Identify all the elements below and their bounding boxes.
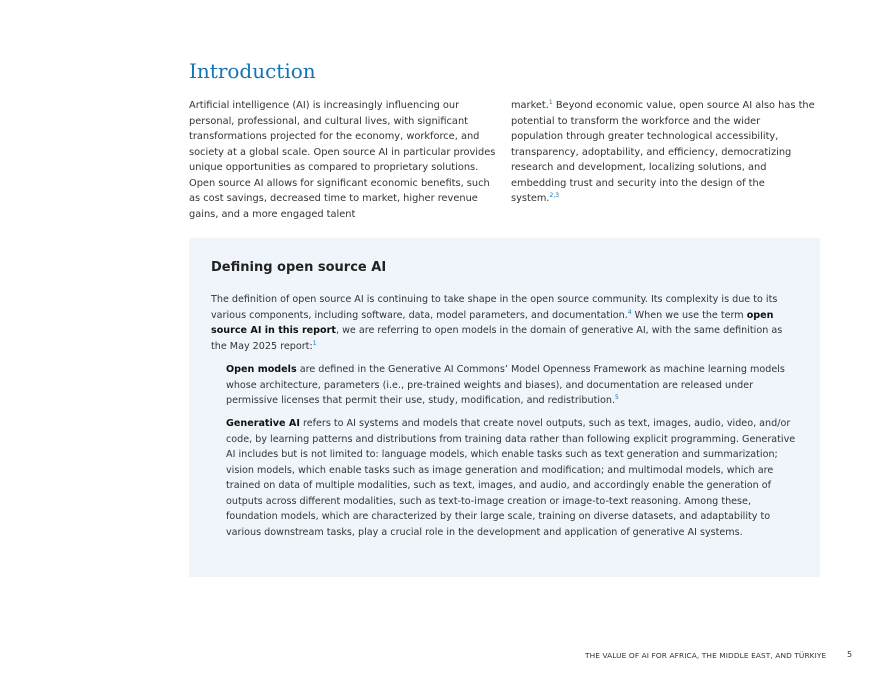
intro-paragraph-right xyxy=(511,98,815,207)
callout-paragraph xyxy=(211,292,796,354)
footnote-ref-5[interactable]: 5 xyxy=(615,394,619,401)
footnote-ref-2-3[interactable]: 2,3 xyxy=(549,192,560,199)
footnote-ref-1-callout[interactable]: 1 xyxy=(312,339,317,347)
definition-open-models xyxy=(226,362,800,409)
intro-right-text-start: market. xyxy=(511,100,549,111)
definition-callout-box xyxy=(189,238,820,577)
callout-text-start: The definition of open source AI is continuing to take shape in the open source community. Its complexity is due to its various components, including software, data, model parameters, and documentation. xyxy=(211,294,778,321)
callout-text-end: , we are referring to open models in the domain of generative AI, with the same definition as the May 2025 report: xyxy=(211,325,783,352)
footnote-ref-1[interactable]: 1 xyxy=(548,99,553,106)
intro-paragraph-left: Artificial intelligence (AI) is increasingly influencing our personal, professional, and cultural lives, with significant transformations projected for the economy, workforce, and society at a global scale. Open source AI in particular provides unique opportunities as compared to proprietary solutions. Open source AI allows for significant economic benefits, such as cost savings, decreased time to market, higher revenue gains, and a more engaged talent xyxy=(189,100,496,220)
definition-term-generative-ai: Generative AI xyxy=(226,418,300,429)
definition-term-open-models: Open models xyxy=(226,364,297,375)
callout-title: Defining open source AI xyxy=(211,260,387,275)
callout-text-mid: When we use the term xyxy=(631,309,747,321)
footer-document-title: THE VALUE OF AI FOR AFRICA, THE MIDDLE EAST, AND TÜRKIYE xyxy=(585,651,827,660)
page-title: Introduction xyxy=(189,59,316,83)
callout-bold-term: open source AI in this report xyxy=(211,309,774,336)
definition-text-open-models: are defined in the Generative AI Commons’ Model Openness Framework as machine learning models whose architecture, parameters (i.e., pre-trained weights and biases), and documentation are released under permissive licenses that permit their use, study, modification, and redistribution. xyxy=(226,364,785,406)
definition-generative-ai xyxy=(226,416,800,540)
footnote-ref-4[interactable]: 4 xyxy=(627,308,632,316)
page-number: 5 xyxy=(847,650,853,659)
definition-text-generative-ai: refers to AI systems and models that create novel outputs, such as text, images, audio, video, and/or code, by learning patterns and distributions from training data rather than following explicit programming. Generative AI includes but is not limited to: language models, which enable tasks such as text generation and summarization; vision models, which enable tasks such as image generation and modification; and multimodal models, which are trained on data of multiple modalities, such as text, images, and audio, and accordingly enable the generation of outputs across different modalities, such as text-to-image creation or image-to-text reasoning. Among these, foundation models, which are characterized by their large scale, training on diverse datasets, and adaptability to various downstream tasks, play a crucial role in the development and application of generative AI systems. xyxy=(226,418,796,538)
intro-right-text-rest: Beyond economic value, open source AI also has the potential to transform the workforce and the wider population through greater technological accessibility, transparency, adoptability, and efficiency, democratizing research and development, localizing solutions, and embedding trust and security into the design of the system. xyxy=(511,100,815,204)
